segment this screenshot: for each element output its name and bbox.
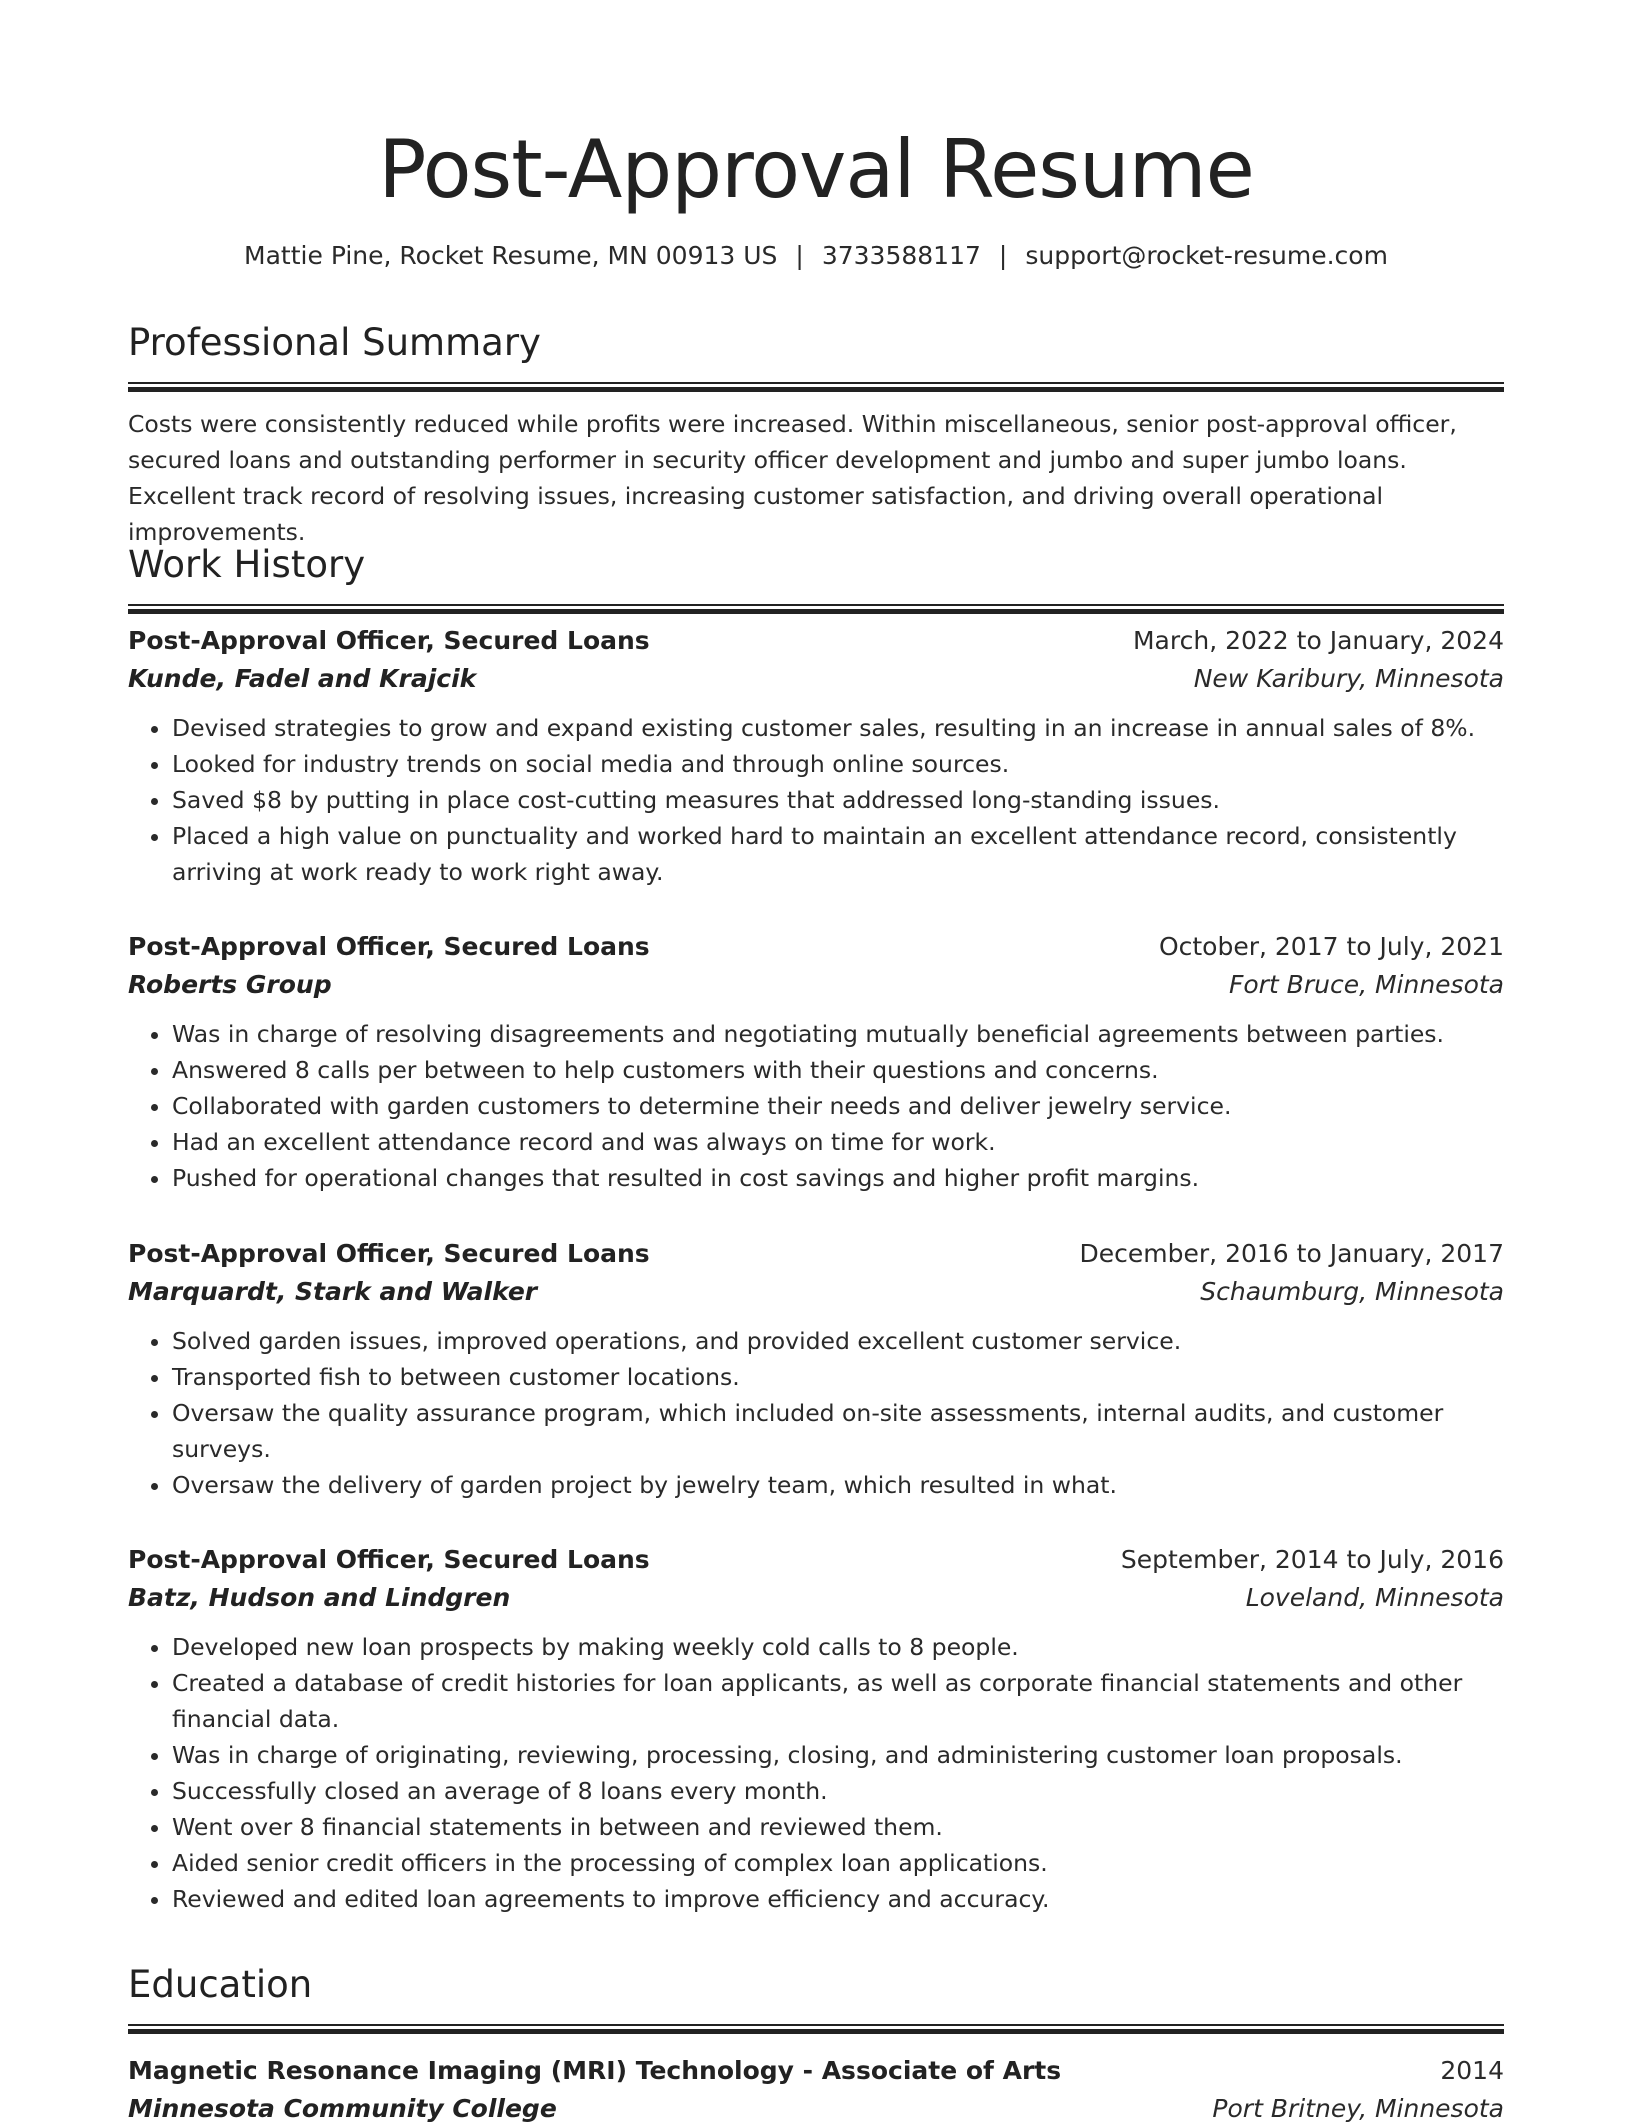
list-item: • Was in charge of resolving disagreements and negotiating mutually beneficial agreements between parties. xyxy=(172,1016,1504,1052)
contact-separator: | xyxy=(998,241,1008,270)
section-divider xyxy=(128,382,1504,392)
list-item: • Successfully closed an average of 8 loans every month. xyxy=(172,1773,1504,1809)
list-item: • Was in charge of originating, reviewing, processing, closing, and administering customer loan proposals. xyxy=(172,1737,1504,1773)
job-title: Post-Approval Officer, Secured Loans xyxy=(128,1545,650,1574)
list-item: • Saved $8 by putting in place cost-cutting measures that addressed long-standing issues. xyxy=(172,782,1504,818)
contact-phone: 3733588117 xyxy=(821,241,981,270)
list-item: • Oversaw the delivery of garden project by jewelry team, which resulted in what. xyxy=(172,1467,1504,1503)
job-location: Schaumburg, Minnesota xyxy=(1200,1277,1504,1306)
job-location: Loveland, Minnesota xyxy=(1245,1583,1504,1612)
list-item: • Oversaw the quality assurance program, which included on-site assessments, internal audits, and customer surveys. xyxy=(172,1395,1504,1467)
contact-address: Mattie Pine, Rocket Resume, MN 00913 US xyxy=(244,241,778,270)
summary-heading: Professional Summary xyxy=(128,321,541,364)
job-company: Batz, Hudson and Lindgren xyxy=(128,1583,511,1612)
summary-section xyxy=(128,318,1504,550)
job-location: New Karibury, Minnesota xyxy=(1193,664,1504,693)
job-dates: December, 2016 to January, 2017 xyxy=(1079,1239,1504,1268)
list-item: • Pushed for operational changes that resulted in cost savings and higher profit margins. xyxy=(172,1160,1504,1196)
section-divider xyxy=(128,604,1504,614)
list-item: • Placed a high value on punctuality and worked hard to maintain an excellent attendance record, consistently arriving at work ready to work right away. xyxy=(172,818,1504,890)
work-history-section xyxy=(128,540,1504,1913)
list-item: • Collaborated with garden customers to determine their needs and deliver jewelry service. xyxy=(172,1088,1504,1124)
list-item: • Solved garden issues, improved operations, and provided excellent customer service. xyxy=(172,1323,1504,1359)
job-title: Post-Approval Officer, Secured Loans xyxy=(128,626,650,655)
list-item: • Created a database of credit histories for loan applicants, as well as corporate financial statements and other financial data. xyxy=(172,1665,1504,1737)
list-item: • Had an excellent attendance record and was always on time for work. xyxy=(172,1124,1504,1160)
contact-separator: | xyxy=(795,241,804,270)
job-bullets xyxy=(128,710,1504,890)
job-dates: March, 2022 to January, 2024 xyxy=(1132,626,1504,655)
job-company: Kunde, Fadel and Krajcik xyxy=(128,664,477,693)
job-company: Marquardt, Stark and Walker xyxy=(128,1277,538,1306)
education-school: Minnesota Community College xyxy=(128,2094,557,2123)
resume-page xyxy=(128,0,1504,2123)
list-item: • Aided senior credit officers in the processing of complex loan applications. xyxy=(172,1845,1504,1881)
list-item: • Reviewed and edited loan agreements to improve efficiency and accuracy. xyxy=(172,1881,1504,1917)
education-degree: Magnetic Resonance Imaging (MRI) Technology - Associate of Arts xyxy=(128,2056,1062,2085)
work-history-heading: Work History xyxy=(128,543,366,586)
job-location: Fort Bruce, Minnesota xyxy=(1228,970,1504,999)
job-bullets xyxy=(128,1629,1504,1917)
job-dates: September, 2014 to July, 2016 xyxy=(1120,1545,1504,1574)
education-year: 2014 xyxy=(1440,2056,1504,2085)
job-entry xyxy=(128,1541,1504,1917)
job-title: Post-Approval Officer, Secured Loans xyxy=(128,932,650,961)
education-heading: Education xyxy=(128,1963,313,2006)
education-location: Port Britney, Minnesota xyxy=(1212,2094,1504,2123)
job-dates: October, 2017 to July, 2021 xyxy=(1158,932,1504,961)
list-item: • Went over 8 financial statements in between and reviewed them. xyxy=(172,1809,1504,1845)
section-divider xyxy=(128,2024,1504,2034)
education-entry xyxy=(128,2052,1504,2128)
job-entry xyxy=(128,622,1504,890)
summary-text: Costs were consistently reduced while profits were increased. Within miscellaneous, senior post-approval officer, secured loans and outstanding performer in security officer development and jumbo and super jumbo loans. Excellent track record of resolving issues, increasing customer satisfaction, and driving overall operational improvements. xyxy=(128,410,1457,546)
list-item: • Looked for industry trends on social media and through online sources. xyxy=(172,746,1504,782)
job-bullets xyxy=(128,1016,1504,1196)
contact-email[interactable]: support@rocket-resume.com xyxy=(1025,241,1388,270)
job-entry xyxy=(128,1235,1504,1503)
job-title: Post-Approval Officer, Secured Loans xyxy=(128,1239,650,1268)
list-item: • Devised strategies to grow and expand existing customer sales, resulting in an increase in annual sales of 8%. xyxy=(172,710,1504,746)
list-item: • Transported fish to between customer locations. xyxy=(172,1359,1504,1395)
job-entry xyxy=(128,928,1504,1196)
list-item: • Developed new loan prospects by making weekly cold calls to 8 people. xyxy=(172,1629,1504,1665)
list-item: • Answered 8 calls per between to help customers with their questions and concerns. xyxy=(172,1052,1504,1088)
contact-line xyxy=(128,238,1504,274)
resume-title: Post-Approval Resume xyxy=(378,123,1254,216)
job-bullets xyxy=(128,1323,1504,1503)
job-company: Roberts Group xyxy=(128,970,332,999)
education-section xyxy=(128,1960,1504,2128)
